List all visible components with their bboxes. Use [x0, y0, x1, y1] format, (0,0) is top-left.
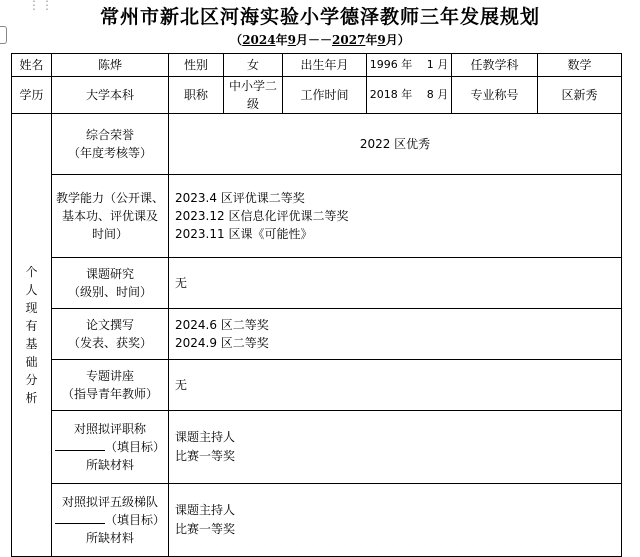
page-title: 常州市新北区河海实验小学德泽教师三年发展规划: [99, 6, 540, 28]
section-row-research: [12, 258, 622, 309]
section-row-teaching: [12, 175, 622, 258]
target-blank-field[interactable]: [55, 511, 105, 524]
end-year: 2027: [332, 33, 366, 47]
row-label-lectures: 专题讲座 （指导青年教师）: [52, 360, 169, 411]
subject-label: 任教学科: [452, 54, 538, 77]
plan-table: [11, 53, 622, 557]
section-row-papers: [12, 309, 622, 360]
row-content-honors[interactable]: 2022 区优秀: [169, 114, 622, 175]
plan-period: （2024年9月－－2027年9月）: [230, 33, 410, 47]
info-row-2: [12, 77, 622, 114]
education-value[interactable]: 大学本科: [52, 77, 169, 114]
drag-handle-icon[interactable]: ⋮⋮: [28, 0, 54, 12]
worktime-label: 工作时间: [283, 77, 367, 114]
section-row-honors: [12, 114, 622, 175]
birth-value[interactable]: 1996 年 1 月: [367, 54, 452, 77]
row-content-teaching-ability[interactable]: 2023.4 区评优课二等奖 2023.12 区信息化评优课二等奖 2023.11 区课《可能性》: [169, 175, 622, 258]
row-content-lectures[interactable]: 无: [169, 360, 622, 411]
pro-title-value[interactable]: 区新秀: [538, 77, 622, 114]
name-value[interactable]: 陈烨: [52, 54, 169, 77]
section-row-title-target: [12, 411, 622, 484]
gender-label: 性别: [169, 54, 224, 77]
row-content-title-target[interactable]: 课题主持人 比赛一等奖: [169, 411, 622, 484]
row-content-papers[interactable]: 2024.6 区二等奖 2024.9 区二等奖: [169, 309, 622, 360]
name-label: 姓名: [12, 54, 52, 77]
birth-label: 出生年月: [283, 54, 367, 77]
row-content-research[interactable]: 无: [169, 258, 622, 309]
rank-value[interactable]: 中小学二级: [224, 77, 283, 114]
start-month: 9: [287, 33, 296, 47]
section-row-lectures: [12, 360, 622, 411]
subject-value[interactable]: 数学: [538, 54, 622, 77]
row-label-papers: 论文撰写 （发表、获奖）: [52, 309, 169, 360]
info-row-1: [12, 54, 622, 77]
row-label-title-target: 对照拟评职称 （填目标） 所缺材料: [52, 411, 169, 484]
row-label-teaching-ability: 教学能力（公开课、 基本功、评优课及 时间）: [52, 175, 169, 258]
pro-title-label: 专业称号: [452, 77, 538, 114]
section-label-personal-analysis: 个 人 现 有 基 础 分 析: [12, 114, 52, 557]
end-month: 9: [377, 33, 386, 47]
start-year: 2024: [242, 33, 276, 47]
row-content-tier-target[interactable]: 课题主持人 比赛一等奖: [169, 484, 622, 557]
target-blank-field[interactable]: [55, 438, 105, 451]
rank-label: 职称: [169, 77, 224, 114]
row-label-research: 课题研究 （级别、时间）: [52, 258, 169, 309]
row-label-honors: 综合荣誉 （年度考核等）: [52, 114, 169, 175]
gender-value[interactable]: 女: [224, 54, 283, 77]
education-label: 学历: [12, 77, 52, 114]
section-row-tier-target: [12, 484, 622, 557]
worktime-value[interactable]: 2018 年 8 月: [367, 77, 452, 114]
row-label-tier-target: 对照拟评五级梯队 （填目标） 所缺材料: [52, 484, 169, 557]
